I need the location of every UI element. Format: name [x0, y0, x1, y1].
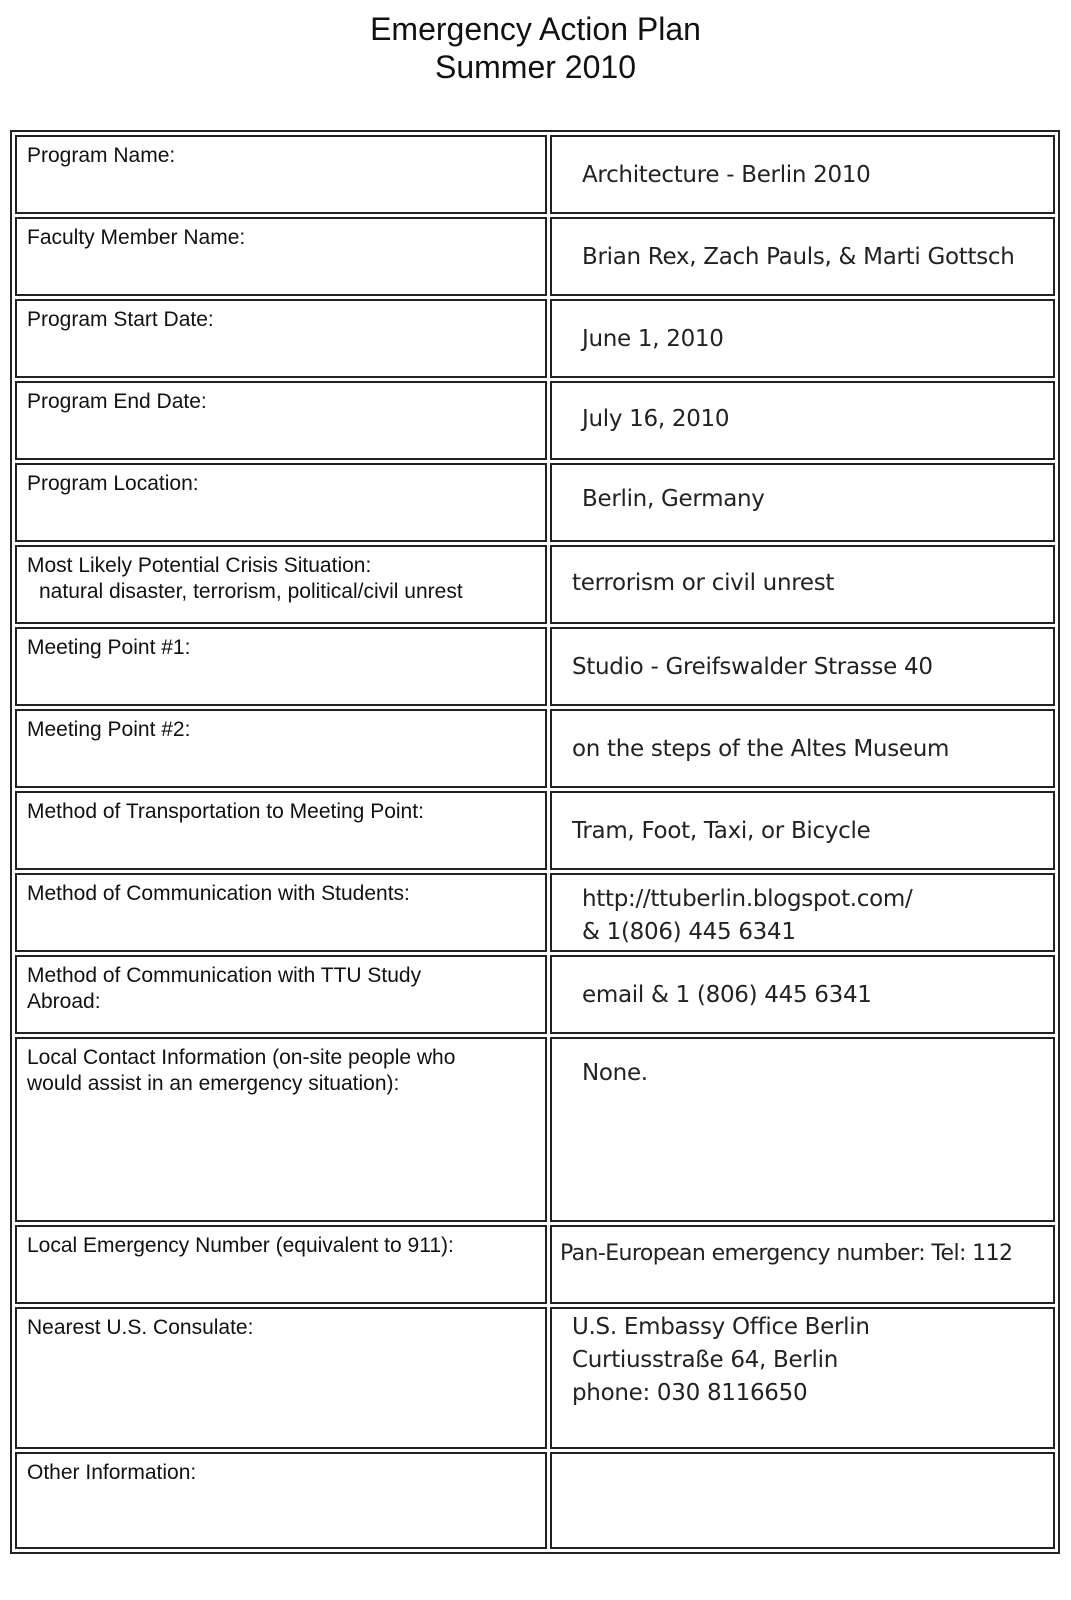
comm-students-value-cell — [550, 873, 1055, 952]
start-date-value: June 1, 2010 — [582, 326, 724, 352]
transportation-value-cell — [550, 791, 1055, 870]
end-date-label: Program End Date: — [15, 381, 547, 460]
emergency-plan-table — [10, 130, 1060, 1554]
comm-ttu-value: email & 1 (806) 445 6341 — [582, 982, 872, 1008]
meeting-point-1-value-cell — [550, 627, 1055, 706]
row-transportation — [15, 791, 1055, 870]
meeting-point-1-value: Studio - Greifswalder Strasse 40 — [572, 654, 933, 680]
emergency-number-value-cell — [550, 1225, 1055, 1304]
comm-ttu-value-cell — [550, 955, 1055, 1034]
meeting-point-2-value-cell — [550, 709, 1055, 788]
meeting-point-1-label: Meeting Point #1: — [15, 627, 547, 706]
other-information-label: Other Information: — [15, 1452, 547, 1549]
row-comm-ttu — [15, 955, 1055, 1034]
consulate-value-line2: Curtiusstraße 64, Berlin — [572, 1347, 838, 1373]
comm-students-value-line2: & 1(806) 445 6341 — [582, 919, 796, 945]
row-crisis — [15, 545, 1055, 624]
comm-ttu-label-line1: Method of Communication with TTU Study — [27, 964, 422, 987]
emergency-number-value: Pan-European emergency number: Tel: 112 — [560, 1241, 1013, 1266]
location-label: Program Location: — [15, 463, 547, 542]
faculty-member-value: Brian Rex, Zach Pauls, & Marti Gottsch — [582, 244, 1015, 270]
row-comm-students — [15, 873, 1055, 952]
document-title: Emergency Action Plan — [370, 11, 701, 47]
faculty-member-value-cell — [550, 217, 1055, 296]
meeting-point-2-value: on the steps of the Altes Museum — [572, 736, 950, 762]
comm-students-label: Method of Communication with Students: — [15, 873, 547, 952]
row-meeting-point-2 — [15, 709, 1055, 788]
crisis-value-cell — [550, 545, 1055, 624]
program-name-value: Architecture - Berlin 2010 — [582, 162, 871, 188]
end-date-value-cell — [550, 381, 1055, 460]
location-value-cell — [550, 463, 1055, 542]
comm-ttu-label-cell — [15, 955, 547, 1034]
row-start-date — [15, 299, 1055, 378]
program-name-value-cell — [550, 135, 1055, 214]
local-contact-value: None. — [582, 1060, 648, 1086]
row-location — [15, 463, 1055, 542]
document-subtitle: Summer 2010 — [435, 49, 636, 85]
row-faculty-member — [15, 217, 1055, 296]
document-header — [0, 10, 1071, 86]
end-date-value: July 16, 2010 — [582, 406, 730, 432]
crisis-label-sub: natural disaster, terrorism, political/civil unrest — [39, 580, 463, 603]
other-information-value-cell — [550, 1452, 1055, 1549]
faculty-member-label: Faculty Member Name: — [15, 217, 547, 296]
start-date-value-cell — [550, 299, 1055, 378]
row-local-contact — [15, 1037, 1055, 1222]
meeting-point-2-label: Meeting Point #2: — [15, 709, 547, 788]
crisis-label: Most Likely Potential Crisis Situation: — [27, 554, 372, 577]
local-contact-label-line1: Local Contact Information (on-site people who — [27, 1046, 456, 1069]
consulate-label: Nearest U.S. Consulate: — [15, 1307, 547, 1449]
transportation-label: Method of Transportation to Meeting Point: — [15, 791, 547, 870]
row-emergency-number — [15, 1225, 1055, 1304]
crisis-label-cell — [15, 545, 547, 624]
comm-ttu-label-line2: Abroad: — [27, 990, 101, 1013]
consulate-value-cell — [550, 1307, 1055, 1449]
crisis-value: terrorism or civil unrest — [572, 570, 835, 596]
row-other-information — [15, 1452, 1055, 1549]
row-meeting-point-1 — [15, 627, 1055, 706]
consulate-value-line1: U.S. Embassy Office Berlin — [572, 1314, 870, 1340]
row-end-date — [15, 381, 1055, 460]
local-contact-value-cell — [550, 1037, 1055, 1222]
program-name-label: Program Name: — [15, 135, 547, 214]
local-contact-label-cell — [15, 1037, 547, 1222]
row-program-name — [15, 135, 1055, 214]
local-contact-label-line2: would assist in an emergency situation): — [27, 1072, 400, 1095]
row-consulate — [15, 1307, 1055, 1449]
emergency-number-label: Local Emergency Number (equivalent to 911): — [15, 1225, 547, 1304]
consulate-value-line3: phone: 030 8116650 — [572, 1380, 808, 1406]
start-date-label: Program Start Date: — [15, 299, 547, 378]
transportation-value: Tram, Foot, Taxi, or Bicycle — [572, 818, 871, 844]
location-value: Berlin, Germany — [582, 486, 765, 512]
comm-students-value-line1: http://ttuberlin.blogspot.com/ — [582, 886, 913, 912]
